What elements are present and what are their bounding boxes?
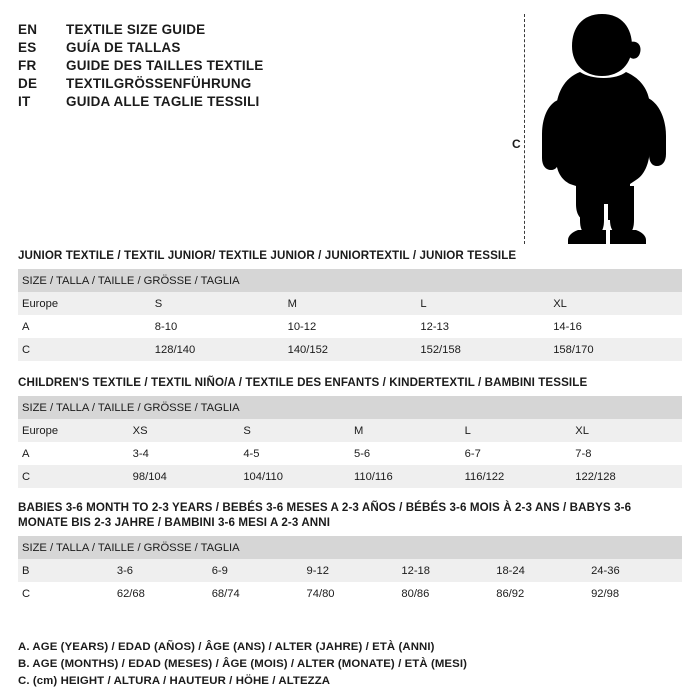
table-header-label: SIZE / TALLA / TAILLE / GRÖSSE / TAGLIA	[18, 396, 682, 419]
table-row	[18, 559, 682, 582]
row-label: C	[18, 338, 151, 361]
row-label: B	[18, 559, 113, 582]
junior-size-table	[18, 269, 682, 361]
language-row-es	[18, 40, 518, 55]
table-row	[18, 338, 682, 361]
language-row-fr	[18, 58, 518, 73]
cell: XL	[549, 292, 682, 315]
row-label: Europe	[18, 419, 129, 442]
cell: 98/104	[129, 465, 240, 488]
cell: 104/110	[239, 465, 350, 488]
footnote-legend	[18, 639, 682, 690]
cell: 62/68	[113, 582, 208, 605]
row-label: Europe	[18, 292, 151, 315]
cell: S	[239, 419, 350, 442]
table-row	[18, 582, 682, 605]
table-row	[18, 419, 682, 442]
height-marker-label: C	[512, 137, 521, 151]
cell: 116/122	[461, 465, 572, 488]
cell: 12-13	[416, 315, 549, 338]
table-row	[18, 396, 682, 419]
cell: 5-6	[350, 442, 461, 465]
cell: 152/158	[416, 338, 549, 361]
table-header-label: SIZE / TALLA / TAILLE / GRÖSSE / TAGLIA	[18, 536, 682, 559]
cell: 10-12	[284, 315, 417, 338]
section-junior	[18, 248, 682, 361]
cell: 9-12	[303, 559, 398, 582]
cell: XS	[129, 419, 240, 442]
cell: 12-18	[397, 559, 492, 582]
cell: 18-24	[492, 559, 587, 582]
section-children	[18, 375, 682, 488]
cell: 74/80	[303, 582, 398, 605]
children-size-table	[18, 396, 682, 488]
cell: 128/140	[151, 338, 284, 361]
cell: 6-9	[208, 559, 303, 582]
language-code: DE	[18, 76, 38, 91]
language-row-de	[18, 76, 518, 91]
cell: 158/170	[549, 338, 682, 361]
height-measure-line	[524, 14, 525, 244]
cell: 3-4	[129, 442, 240, 465]
table-row	[18, 315, 682, 338]
table-row	[18, 536, 682, 559]
language-row-en	[18, 22, 518, 37]
language-code: EN	[18, 22, 38, 37]
cell: 24-36	[587, 559, 682, 582]
cell: 86/92	[492, 582, 587, 605]
cell: 8-10	[151, 315, 284, 338]
language-title: TEXTILGRÖSSENFÜHRUNG	[66, 76, 252, 91]
cell: S	[151, 292, 284, 315]
footnote-age-years: A. AGE (YEARS) / EDAD (AÑOS) / ÂGE (ANS) / ALTER (JAHRE) / ETÀ (ANNI)	[18, 641, 435, 653]
section-title: BABIES 3-6 MONTH TO 2-3 YEARS / BEBÉS 3-6 MESES A 2-3 AÑOS / BÉBÉS 3-6 MOIS À 2-3 ANS / BABYS 3-6 MONATE BIS 2-3 JAHRE / BAMBINI 3-6 MESI A 2-3 ANNI	[18, 501, 632, 529]
cell: 110/116	[350, 465, 461, 488]
footnote-age-months: B. AGE (MONTHS) / EDAD (MESES) / ÂGE (MOIS) / ALTER (MONATE) / ETÀ (MESI)	[18, 658, 467, 670]
cell: 14-16	[549, 315, 682, 338]
language-title: GUIDA ALLE TAGLIE TESSILI	[66, 94, 260, 109]
cell: 140/152	[284, 338, 417, 361]
row-label: C	[18, 465, 129, 488]
language-title-list	[18, 22, 518, 112]
cell: 68/74	[208, 582, 303, 605]
language-row-it	[18, 94, 518, 109]
measurement-figure	[510, 8, 690, 248]
table-row	[18, 292, 682, 315]
cell: 4-5	[239, 442, 350, 465]
cell: 3-6	[113, 559, 208, 582]
section-title: CHILDREN'S TEXTILE / TEXTIL NIÑO/A / TEXTILE DES ENFANTS / KINDERTEXTIL / BAMBINI TESSILE	[18, 376, 588, 389]
cell: M	[350, 419, 461, 442]
language-code: FR	[18, 58, 37, 73]
language-title: TEXTILE SIZE GUIDE	[66, 22, 206, 37]
row-label: C	[18, 582, 113, 605]
babies-size-table	[18, 536, 682, 605]
baby-silhouette-icon	[536, 8, 686, 248]
section-babies	[18, 500, 682, 605]
row-label: A	[18, 442, 129, 465]
table-row	[18, 269, 682, 292]
section-title: JUNIOR TEXTILE / TEXTIL JUNIOR/ TEXTILE JUNIOR / JUNIORTEXTIL / JUNIOR TESSILE	[18, 249, 517, 262]
cell: 122/128	[571, 465, 682, 488]
table-row	[18, 465, 682, 488]
cell: L	[461, 419, 572, 442]
language-code: ES	[18, 40, 37, 55]
cell: M	[284, 292, 417, 315]
language-title: GUIDE DES TAILLES TEXTILE	[66, 58, 264, 73]
cell: 7-8	[571, 442, 682, 465]
table-header-label: SIZE / TALLA / TAILLE / GRÖSSE / TAGLIA	[18, 269, 682, 292]
language-code: IT	[18, 94, 31, 109]
table-row	[18, 442, 682, 465]
cell: 6-7	[461, 442, 572, 465]
row-label: A	[18, 315, 151, 338]
language-title: GUÍA DE TALLAS	[66, 40, 181, 55]
cell: L	[416, 292, 549, 315]
footnote-height: C. (cm) HEIGHT / ALTURA / HAUTEUR / HÖHE / ALTEZZA	[18, 675, 331, 687]
cell: 92/98	[587, 582, 682, 605]
cell: 80/86	[397, 582, 492, 605]
cell: XL	[571, 419, 682, 442]
